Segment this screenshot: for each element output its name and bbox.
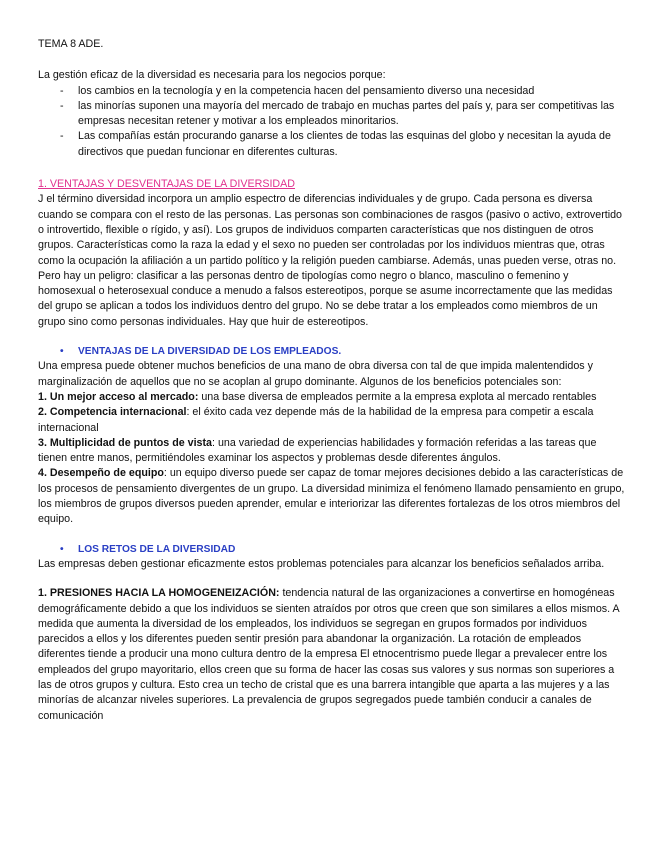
bullet-icon: •: [60, 543, 64, 555]
intro-item: - las minorías suponen una mayoría del mercado de trabajo en muchas partes del país y, para ser competitivas las empresas necesitan retener y motivar a los empleados minoritarios.: [60, 99, 615, 128]
intro-item: - Las compañías están procurando ganarse a los clientes de todas las esquinas del globo y necesitan la ayuda de directivos que puedan funcionar en diferentes culturas.: [60, 130, 611, 158]
heading-retos: • LOS RETOS DE LA DIVERSIDAD: [38, 542, 627, 557]
intro-lead: La gestión eficaz de la diversidad es necesaria para los negocios porque:: [38, 69, 386, 82]
ventaja-item: 4. Desempeño de equipo: un equipo diverso puede ser capaz de tomar mejores decisiones debido a las características de los procesos de pensamiento divergentes de un grupo. La diversidad minimiza el fenómeno llamado pensamiento en grupo, los miembros de grupos diversos pueden aprender, emular e interiorizar las diferentes fortalezas de los otros miembros del equipo.: [38, 467, 625, 526]
document-title: TEMA 8 ADE.: [38, 38, 104, 50]
section-title-ventajas-desventajas: 1. VENTAJAS Y DESVENTAJAS DE LA DIVERSIDAD: [38, 178, 295, 191]
heading-ventajas: • VENTAJAS DE LA DIVERSIDAD DE LOS EMPLEADOS.: [38, 344, 627, 359]
ventaja-item: 3. Multiplicidad de puntos de vista: una variedad de experiencias habilidades y formación referidas a las tareas que tienen entre manos, permitiéndoles examinar los aspectos y problemas desde diferentes ángulos.: [38, 436, 597, 465]
retos-intro: Las empresas deben gestionar eficazmente estos problemas potenciales para alcanzar los beneficios señalados arriba.: [38, 557, 605, 570]
intro-item: - los cambios en la tecnología y en la competencia hacen del pensamiento diverso una necesidad: [38, 84, 627, 99]
dash-marker: -: [60, 84, 64, 97]
ventaja-item: 2. Competencia internacional: el éxito cada vez depende más de la habilidad de la empresa para competir a escala internacional: [38, 406, 594, 434]
bullet-icon: •: [60, 346, 64, 358]
ventaja-item: 1. Un mejor acceso al mercado: una base diversa de empleados permite a la empresa explota al mercado rentables: [38, 390, 597, 403]
dash-marker: -: [60, 99, 64, 112]
reto-homogeneizacion: 1. PRESIONES HACIA LA HOMOGENEIZACIÓN: tendencia natural de las organizaciones a convertirse en homogéneas demográficamente debido a que los individuos se sienten atraídos por otros que creen que son similares a ellos mismos. A medida que aumenta la diversidad de los empleados, los individuos se segregan en grupos formados por individuos parecidos a ellos y los diferentes pueden sentir presión para abandonar la organización. La rotación de empleados diferentes tiende a producir una mono cultura dentro de la empresa El etnocentrismo puede llegar a prevalecer entre los empleados del grupo mayoritario, ellos creen que su forma de hacer las cosas sus valores y sus normas son superiores a las de otros grupos y cultura. Esto crea un techo de cristal que es una barrera intangible que aparta a las mujeres y a las minorías de alcanzar niveles superiores. La prevalencia de grupos segregados puede también conducir a canales de comunicación: [38, 587, 620, 722]
section1-paragraph-1: J el término diversidad incorpora un amplio espectro de diferencias individuales y de grupo. Cada persona es diversa cuando se compara con el resto de las personas. Las personas son combinaciones de rasgos (pasivo o activo, extrovertido o introvertido, flexible o rígido, y así). Los grupos de individuos comparten características que nos distinguen de otros grupos. Características como la raza la edad y el sexo no pueden ser controladas por los individuos mientras que, otras como la ocupación la afiliación a un partido político y la religión pueden cambiarse. Además, unas pueden verse, otras no.: [38, 193, 622, 267]
intro-list: [38, 84, 627, 160]
dash-marker: -: [60, 130, 64, 143]
section1-paragraph-2: Pero hay un peligro: clasificar a las personas dentro de tipologías como negro o blanco, masculino o femenino y homosexual o heterosexual conduce a menudo a falsos estereotipos, porque se asume incorrectamente que las medidas del grupo se aplican a todos los individuos dentro del grupo. No se debe tratar a los empleados como miembros de un grupo sino como personas individuales. Hay que huir de estereotipos.: [38, 269, 613, 328]
ventajas-intro: Una empresa puede obtener muchos beneficios de una mano de obra diversa con tal de que impida malentendidos y marginalización de aquellos que no se acoplan al grupo dominante. Algunos de los beneficios potenciales son:: [38, 360, 593, 388]
